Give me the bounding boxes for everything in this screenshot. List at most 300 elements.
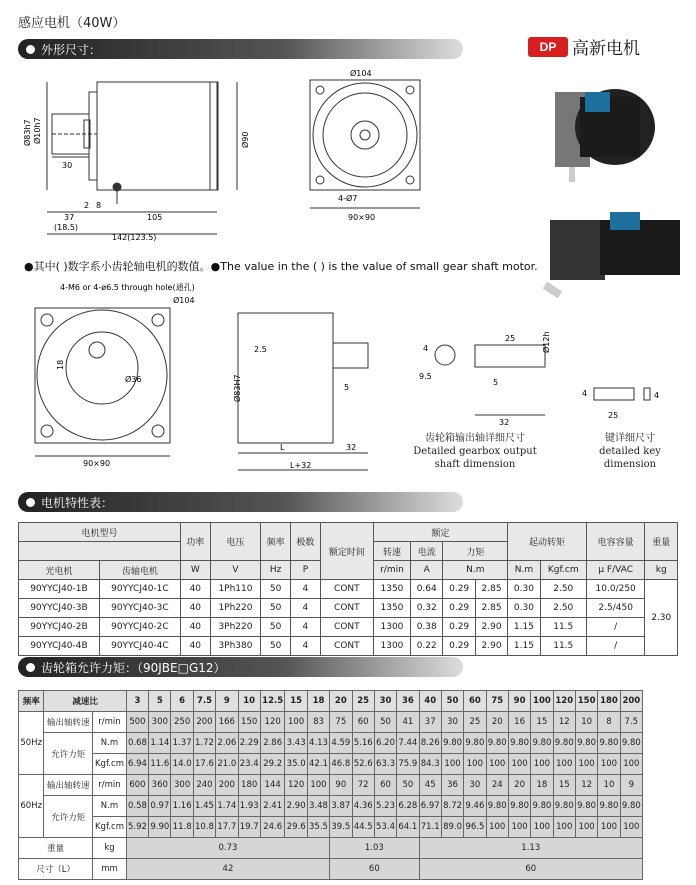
gear-cell: 5.92 — [126, 817, 148, 838]
gear-cell: 35.5 — [307, 817, 329, 838]
dim-4b: 4 — [582, 389, 588, 398]
brand-logo: DP — [528, 37, 568, 57]
gear-cell: 7.44 — [397, 733, 419, 754]
gear-cell: 300 — [171, 775, 193, 796]
key-caption: 键详细尺寸 detailed key dimension — [599, 433, 661, 470]
gear-row — [19, 817, 643, 838]
spec-cell: 0.38 — [411, 618, 443, 637]
gear-unit: r/min — [93, 712, 127, 733]
gear-cell: 41 — [397, 712, 419, 733]
spec-cell: CONT — [320, 580, 373, 599]
gear-cell: 1.16 — [171, 796, 193, 817]
gear-cell: 4.13 — [307, 733, 329, 754]
gear-cell: 100 — [553, 817, 575, 838]
spec-cell: 50 — [261, 637, 291, 656]
gear-cell: 50 — [374, 712, 396, 733]
gear-cell: 11.8 — [171, 817, 193, 838]
gear-ratio: 120 — [553, 691, 575, 712]
gear-cell: 15 — [553, 775, 575, 796]
gear-cell: 10 — [598, 775, 620, 796]
gear-cell: 30 — [441, 712, 463, 733]
dim-2: 2 — [84, 201, 90, 210]
spec-cell: 50 — [261, 618, 291, 637]
gear-cell: 8.26 — [419, 733, 441, 754]
spec-cell: 40 — [180, 618, 210, 637]
spec-cell: 40 — [180, 580, 210, 599]
dim-4: 4 — [423, 344, 429, 353]
gear-size-label: 尺寸（L） — [19, 859, 93, 880]
page-title: 感应电机（40W） — [18, 16, 126, 31]
gear-ratio: 36 — [397, 691, 419, 712]
gear-row — [19, 775, 643, 796]
spec-cell: 1Ph110 — [210, 580, 261, 599]
gear-cell: 9.80 — [553, 796, 575, 817]
dim-32b: 32 — [499, 418, 510, 425]
gear-cell: 100 — [575, 817, 597, 838]
gear-cell: 11.6 — [149, 754, 171, 775]
spec-cell: CONT — [320, 599, 373, 618]
gear-cell: 1.72 — [193, 733, 215, 754]
spec-cell: 11.5 — [540, 618, 586, 637]
gear-row — [19, 712, 643, 733]
dim-142: 142(123.5) — [112, 233, 157, 242]
dim-d104-gear: Ø104 — [173, 296, 195, 305]
gear-cell: 89.0 — [441, 817, 463, 838]
gear-unit: N.m — [93, 796, 127, 817]
spec-cell: 2.90 — [475, 637, 507, 656]
spec-cell: 50 — [261, 599, 291, 618]
gear-ratio: 75 — [486, 691, 508, 712]
gear-cell: 42.1 — [307, 754, 329, 775]
spec-cell: CONT — [320, 637, 373, 656]
dim-5: 5 — [344, 383, 350, 392]
spec-cell: 11.5 — [540, 637, 586, 656]
spec-cell: 1Ph220 — [210, 599, 261, 618]
gear-ratio: 3 — [126, 691, 148, 712]
gear-cell: 6.94 — [126, 754, 148, 775]
spec-cell: 2.50 — [540, 580, 586, 599]
gear-cell: 5.16 — [352, 733, 374, 754]
gear-ratio: 12.5 — [260, 691, 285, 712]
dim-d90: Ø90 — [241, 131, 250, 148]
gear-cell: 96.5 — [464, 817, 486, 838]
gear-cell: 166 — [216, 712, 238, 733]
spec-cell: 2.85 — [475, 580, 507, 599]
gear-cell: 0.68 — [126, 733, 148, 754]
gear-cell: 100 — [508, 754, 530, 775]
gear-ratio: 5 — [149, 691, 171, 712]
gear-cell: 100 — [486, 817, 508, 838]
gear-cell: 84.3 — [419, 754, 441, 775]
gear-cell: 200 — [193, 712, 215, 733]
spec-cell: 2.85 — [475, 599, 507, 618]
gear-unit: mm — [93, 859, 127, 880]
dim-25c: 25 — [608, 411, 619, 420]
spec-cell: 3Ph220 — [210, 618, 261, 637]
gear-header-ratio: 减速比 — [44, 691, 126, 712]
gear-cell: 9.80 — [575, 796, 597, 817]
gear-weight-label: 重量 — [19, 838, 93, 859]
spec-cell: 0.32 — [411, 599, 443, 618]
gear-cell: 60 — [352, 712, 374, 733]
gear-cell: 52.6 — [352, 754, 374, 775]
spec-row — [19, 580, 678, 599]
gear-ratio: 30 — [374, 691, 396, 712]
gear-cell: 9.80 — [598, 733, 620, 754]
section-gearbox: 齿轮箱允许力矩：（90JBE□G12） — [18, 657, 463, 677]
gear-ratio: 90 — [508, 691, 530, 712]
spec-cell: CONT — [320, 618, 373, 637]
gear-cell: 53.4 — [374, 817, 396, 838]
gear-cell: 100 — [285, 712, 307, 733]
dim-18-5: (18.5) — [54, 223, 79, 232]
spec-cell: 1350 — [373, 580, 410, 599]
gear-cell: 18 — [531, 775, 553, 796]
gear-cell: 600 — [126, 775, 148, 796]
gear-row — [19, 796, 643, 817]
gear-size: 60 — [330, 859, 419, 880]
gear-cell: 17.7 — [216, 817, 238, 838]
gear-cell: 6.20 — [374, 733, 396, 754]
gear-ratio: 50 — [441, 691, 463, 712]
gear-label-speed: 输出轴转速 — [44, 712, 93, 733]
gear-table — [18, 690, 643, 880]
dim-L: L — [280, 443, 285, 452]
motor-side-drawing — [22, 62, 282, 242]
gear-size: 60 — [419, 859, 642, 880]
spec-row — [19, 618, 678, 637]
gear-cell: 100 — [620, 754, 642, 775]
gear-cell: 250 — [171, 712, 193, 733]
brand — [528, 34, 640, 59]
gear-cell: 3.48 — [307, 796, 329, 817]
gear-cell: 8 — [598, 712, 620, 733]
gear-cell: 46.8 — [330, 754, 352, 775]
gear-ratio: 9 — [216, 691, 238, 712]
gear-cell: 24 — [486, 775, 508, 796]
spec-cell: 0.30 — [508, 599, 540, 618]
gear-cell: 9.80 — [508, 796, 530, 817]
gear-cell: 23.4 — [238, 754, 260, 775]
gear-cell: 3.87 — [330, 796, 352, 817]
gear-row — [19, 838, 643, 859]
gear-cell: 1.45 — [193, 796, 215, 817]
gear-weight: 0.73 — [126, 838, 329, 859]
gear-cell: 50 — [397, 775, 419, 796]
gear-cell: 100 — [553, 754, 575, 775]
spec-cell: 90YYCJ40-4C — [99, 637, 180, 656]
gear-cell: 9.80 — [553, 733, 575, 754]
spec-cell: 0.64 — [411, 580, 443, 599]
gear-cell: 0.97 — [149, 796, 171, 817]
gear-cell: 300 — [149, 712, 171, 733]
gear-weight: 1.13 — [419, 838, 642, 859]
gear-cell: 7.5 — [620, 712, 642, 733]
spec-cell: 0.22 — [411, 637, 443, 656]
spec-cell: 0.29 — [443, 637, 475, 656]
gear-cell: 120 — [285, 775, 307, 796]
gear-cell: 37 — [419, 712, 441, 733]
gear-cell: 9.80 — [486, 796, 508, 817]
gear-cell: 10 — [575, 712, 597, 733]
gear-weight: 1.03 — [330, 838, 419, 859]
brand-name: 高新电机 — [572, 39, 640, 59]
spec-cell: 90YYCJ40-1B — [19, 580, 100, 599]
gear-ratio: 20 — [330, 691, 352, 712]
dim-holes: 4-M6 or 4-ø6.5 through hole(通孔) — [60, 283, 195, 292]
gear-cell: 12 — [575, 775, 597, 796]
gear-cell: 360 — [149, 775, 171, 796]
gear-label-torque: 允许力矩 — [44, 796, 93, 838]
gear-cell: 9.80 — [441, 733, 463, 754]
gear-cell: 15 — [531, 712, 553, 733]
spec-cell: 50 — [261, 580, 291, 599]
gear-ratio: 60 — [464, 691, 486, 712]
gear-cell: 45 — [419, 775, 441, 796]
gear-cell: 17.6 — [193, 754, 215, 775]
bullet-icon — [26, 498, 35, 507]
gearbox-front-drawing — [25, 278, 205, 468]
dim-d36: Ø36 — [125, 375, 142, 384]
gear-label-speed: 输出轴转速 — [44, 775, 93, 796]
section-characteristics: 电机特性表： — [18, 492, 463, 512]
gear-ratio: 7.5 — [193, 691, 215, 712]
dim-d12h: Ø12h — [542, 331, 551, 353]
gear-cell: 12 — [553, 712, 575, 733]
spec-row — [19, 637, 678, 656]
spec-cell: 0.30 — [508, 580, 540, 599]
spec-row — [19, 599, 678, 618]
dim-4-d7: 4-Ø7 — [338, 194, 358, 203]
dim-30: 30 — [62, 161, 73, 170]
dim-d83h7: Ø83h7 — [23, 119, 32, 146]
gear-cell: 6.97 — [419, 796, 441, 817]
dim-90x90-gear: 90×90 — [83, 459, 111, 468]
gear-freq: 50Hz — [19, 712, 44, 775]
gear-ratio: 180 — [598, 691, 620, 712]
gear-unit: Kgf.cm — [93, 817, 127, 838]
gear-cell: 9.80 — [531, 733, 553, 754]
gear-unit: Kgf.cm — [93, 754, 127, 775]
motor-front-drawing — [300, 68, 430, 228]
gear-cell: 240 — [193, 775, 215, 796]
motor-photo-2 — [540, 200, 690, 300]
gear-cell: 4.59 — [330, 733, 352, 754]
spec-cell: 1300 — [373, 618, 410, 637]
spec-cell: 90YYCJ40-3C — [99, 599, 180, 618]
gear-cell: 75.9 — [397, 754, 419, 775]
gear-cell: 1.37 — [171, 733, 193, 754]
spec-cell: 4 — [291, 580, 321, 599]
gear-cell: 9.80 — [464, 733, 486, 754]
dim-4c: 4 — [654, 391, 660, 400]
gear-ratio: 150 — [575, 691, 597, 712]
gear-cell: 8.72 — [441, 796, 463, 817]
spec-cell: 4 — [291, 637, 321, 656]
spec-cell: 90YYCJ40-2B — [19, 618, 100, 637]
dim-5b: 5 — [493, 378, 499, 387]
gear-cell: 9.46 — [464, 796, 486, 817]
spec-cell: 4 — [291, 599, 321, 618]
spec-cell: 1300 — [373, 637, 410, 656]
spec-cell: 4 — [291, 618, 321, 637]
dim-8: 8 — [96, 201, 102, 210]
dim-37: 37 — [64, 213, 75, 222]
gear-row — [19, 691, 643, 712]
spec-cell: / — [586, 637, 645, 656]
gear-header-freq: 频率 — [19, 691, 44, 712]
dimension-note: ●其中( )数字系小齿轮轴电机的数值。●The value in the ( ) is the value of small gear shaft motor. — [24, 260, 538, 273]
gear-cell: 2.86 — [260, 733, 285, 754]
gear-cell: 63.3 — [374, 754, 396, 775]
gear-cell: 100 — [307, 775, 329, 796]
gear-ratio: 25 — [352, 691, 374, 712]
dim-d10h7: Ø10h7 — [33, 117, 42, 144]
weight-cell: 2.30 — [645, 580, 678, 656]
dim-90x90: 90×90 — [348, 213, 376, 222]
gear-cell: 25 — [464, 712, 486, 733]
gear-cell: 100 — [441, 754, 463, 775]
gear-label-torque: 允许力矩 — [44, 733, 93, 775]
gear-cell: 5.23 — [374, 796, 396, 817]
gear-size: 42 — [126, 859, 329, 880]
spec-cell: / — [586, 618, 645, 637]
spec-cell: 40 — [180, 599, 210, 618]
gear-ratio: 10 — [238, 691, 260, 712]
gear-cell: 60 — [374, 775, 396, 796]
bullet-icon — [26, 663, 35, 672]
gear-cell: 100 — [508, 817, 530, 838]
gear-freq: 60Hz — [19, 775, 44, 838]
dim-18: 18 — [56, 359, 65, 370]
gear-unit: r/min — [93, 775, 127, 796]
gear-ratio: 6 — [171, 691, 193, 712]
spec-cell: 0.29 — [443, 580, 475, 599]
gearbox-side-drawing — [218, 308, 388, 478]
gear-cell: 24.6 — [260, 817, 285, 838]
dim-L-32: L+32 — [290, 461, 312, 470]
gear-cell: 20 — [508, 775, 530, 796]
dim-105: 105 — [147, 213, 163, 222]
spec-cell: 2.50 — [540, 599, 586, 618]
dim-25: 25 — [505, 334, 516, 343]
shaft-drawing — [415, 325, 565, 425]
gear-cell: 9.80 — [531, 796, 553, 817]
spec-cell: 1.15 — [508, 637, 540, 656]
dim-32: 32 — [346, 443, 357, 452]
spec-cell: 40 — [180, 637, 210, 656]
dim-9-5: 9.5 — [419, 372, 432, 381]
gear-cell: 90 — [330, 775, 352, 796]
gear-ratio: 15 — [285, 691, 307, 712]
gear-cell: 16 — [508, 712, 530, 733]
gear-cell: 1.93 — [238, 796, 260, 817]
gear-cell: 19.7 — [238, 817, 260, 838]
gear-cell: 30 — [464, 775, 486, 796]
gear-cell: 2.90 — [285, 796, 307, 817]
gear-cell: 9.90 — [149, 817, 171, 838]
spec-cell: 1350 — [373, 599, 410, 618]
gear-unit: kg — [93, 838, 127, 859]
gear-cell: 83 — [307, 712, 329, 733]
gear-cell: 9.80 — [620, 796, 642, 817]
section-dimensions: 外形尺寸： — [18, 39, 463, 59]
gear-cell: 39.5 — [330, 817, 352, 838]
gear-cell: 29.2 — [260, 754, 285, 775]
bullet-icon — [26, 45, 35, 54]
spec-cell: 90YYCJ40-4B — [19, 637, 100, 656]
gear-cell: 64.1 — [397, 817, 419, 838]
spec-cell: 2.90 — [475, 618, 507, 637]
gear-cell: 144 — [260, 775, 285, 796]
gear-cell: 3.43 — [285, 733, 307, 754]
gear-cell: 100 — [531, 754, 553, 775]
gear-cell: 100 — [598, 754, 620, 775]
shaft-caption: 齿轮箱输出轴详细尺寸 Detailed gearbox output shaft dimension — [413, 433, 537, 470]
gear-cell: 100 — [575, 754, 597, 775]
key-drawing — [580, 378, 670, 428]
gear-row — [19, 733, 643, 754]
gear-cell: 9.80 — [508, 733, 530, 754]
gear-cell: 9.80 — [620, 733, 642, 754]
gear-cell: 20 — [486, 712, 508, 733]
gear-cell: 2.41 — [260, 796, 285, 817]
gear-ratio: 40 — [419, 691, 441, 712]
dim-2-5: 2.5 — [254, 345, 267, 354]
gear-cell: 9.80 — [575, 733, 597, 754]
gear-cell: 9.80 — [486, 733, 508, 754]
spec-cell: 90YYCJ40-2C — [99, 618, 180, 637]
spec-cell: 10.0/250 — [586, 580, 645, 599]
gear-row — [19, 859, 643, 880]
gear-cell: 10.8 — [193, 817, 215, 838]
gear-cell: 29.6 — [285, 817, 307, 838]
gear-cell: 6.28 — [397, 796, 419, 817]
gear-cell: 36 — [441, 775, 463, 796]
spec-cell: 0.29 — [443, 599, 475, 618]
gear-cell: 2.06 — [216, 733, 238, 754]
gear-ratio: 100 — [531, 691, 553, 712]
gear-cell: 120 — [260, 712, 285, 733]
gear-cell: 100 — [598, 817, 620, 838]
spec-table: 电机型号 功率 电压 频率 极数 额定时间 额定 起动转矩 电容容量 重量 转速 电流 力矩 光电机 齿轴电机 W V Hz P r/min A N.m N.m Kgf.cm μ F/VAC kg 90YYCJ40-1B 90YYCJ40-1C 40 1Ph110 50 4 CONT 1350 0.64 0.29 2.85 0.30 2.50 10.0/250 2.30 90YYCJ40-3B 90YYCJ40-3C 40 1Ph220 50 4 CONT 1350 0.32 0.29 2.85 0.30 2.50 2.5/450 90YYCJ40-2B 90YYCJ40-2C 40 3Ph220 50 4 CONT 1300 0.38 0.29 2.90 1.15 11.5 / 90YYCJ40-4B 90YYCJ40-4C 40 3Ph380 50 4 CONT 1300 0.22 0.29 2.90 1.15 11.5 / — [18, 522, 678, 656]
gear-cell: 21.0 — [216, 754, 238, 775]
gear-unit: N.m — [93, 733, 127, 754]
gear-cell: 4.36 — [352, 796, 374, 817]
gear-cell: 100 — [464, 754, 486, 775]
spec-cell: 1.15 — [508, 618, 540, 637]
dim-d104: Ø104 — [350, 69, 372, 78]
motor-photo-1 — [540, 72, 660, 182]
gear-cell: 100 — [620, 817, 642, 838]
gear-cell: 35.0 — [285, 754, 307, 775]
gear-cell: 1.14 — [149, 733, 171, 754]
dim-d83H7: Ø83H7 — [233, 374, 242, 402]
spec-cell: 3Ph380 — [210, 637, 261, 656]
gear-cell: 75 — [330, 712, 352, 733]
gear-cell: 100 — [531, 817, 553, 838]
spec-cell: 0.29 — [443, 618, 475, 637]
gear-cell: 44.5 — [352, 817, 374, 838]
spec-cell: 2.5/450 — [586, 599, 645, 618]
gear-cell: 9.80 — [598, 796, 620, 817]
gear-cell: 0.58 — [126, 796, 148, 817]
gear-cell: 100 — [486, 754, 508, 775]
spec-cell: 90YYCJ40-3B — [19, 599, 100, 618]
gear-cell: 9 — [620, 775, 642, 796]
gear-ratio: 200 — [620, 691, 642, 712]
gear-cell: 180 — [238, 775, 260, 796]
